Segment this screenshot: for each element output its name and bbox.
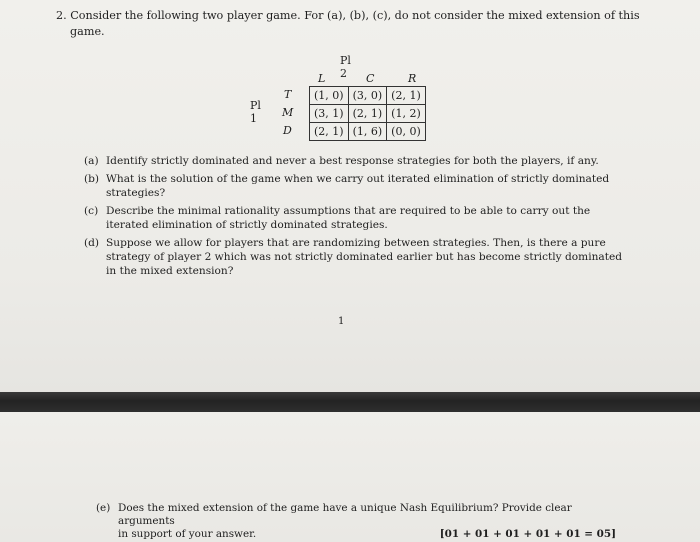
payoff-cell: (2, 1)	[387, 87, 426, 105]
payoff-cell: (2, 1)	[310, 123, 349, 141]
payoff-cell: (1, 0)	[310, 87, 349, 105]
question-line-2	[56, 24, 646, 40]
sub-question-label: (c)	[84, 205, 99, 217]
question-text-line2: game.	[70, 25, 105, 38]
question-2	[56, 8, 646, 40]
sub-question-text: What is the solution of the game when we carry out iterated elimination of strictly dominated strategies?	[106, 173, 610, 199]
sub-question-e-line2	[96, 528, 616, 541]
column-header-l: L	[318, 72, 326, 85]
sub-question-a	[84, 154, 624, 168]
column-header-r: R	[408, 72, 417, 85]
page-gap-divider	[0, 392, 700, 412]
payoff-cell: (3, 1)	[310, 105, 349, 123]
sub-question-d	[84, 236, 624, 278]
payoff-table	[309, 86, 426, 141]
sub-question-text: Suppose we allow for players that are randomizing between strategies. Then, is there a pure strategy of player 2 which was not strictly dominated earlier but has become strictly dominated in the mixed extension?	[106, 237, 623, 277]
player2-label: Pl 2	[340, 54, 351, 80]
question-text-line1: Consider the following two player game. For (a), (b), (c), do not consider the mixed extension of this	[70, 9, 640, 22]
row-header-t: T	[284, 88, 292, 101]
payoff-cell: (1, 6)	[348, 123, 387, 141]
sub-question-label: (b)	[84, 173, 100, 185]
row-header-d: D	[283, 124, 292, 137]
question-line-1	[56, 8, 646, 24]
payoff-cell: (2, 1)	[348, 105, 387, 123]
table-row	[310, 87, 426, 105]
sub-question-label: (d)	[84, 237, 100, 249]
table-row	[310, 105, 426, 123]
sub-questions	[84, 154, 624, 282]
sub-question-text-cont: in support of your answer.	[118, 528, 257, 540]
column-header-c: C	[366, 72, 375, 85]
payoff-cell: (0, 0)	[387, 123, 426, 141]
page-number: 1	[338, 316, 345, 327]
sub-question-e	[96, 502, 616, 541]
sub-question-text: Does the mixed extension of the game have a unique Nash Equilibrium? Provide clear arguments	[118, 502, 572, 527]
table-row	[310, 123, 426, 141]
sub-question-label: (a)	[84, 155, 99, 167]
sub-question-text: Describe the minimal rationality assumptions that are required to be able to carry out the iterated elimination of strictly dominated strategies.	[106, 205, 591, 231]
payoff-cell: (3, 0)	[348, 87, 387, 105]
sub-question-label: (e)	[96, 502, 111, 514]
question-number: 2.	[56, 9, 67, 22]
points-allocation: [01 + 01 + 01 + 01 + 01 = 05]	[439, 528, 616, 540]
exam-page-lower	[0, 412, 700, 542]
row-header-m: M	[282, 106, 294, 119]
sub-question-c	[84, 204, 624, 232]
player1-label: Pl 1	[250, 99, 261, 125]
sub-question-text: Identify strictly dominated and never a best response strategies for both the players, if any.	[106, 155, 599, 167]
payoff-cell: (1, 2)	[387, 105, 426, 123]
sub-question-e-line1	[96, 502, 616, 528]
sub-question-b	[84, 172, 624, 200]
